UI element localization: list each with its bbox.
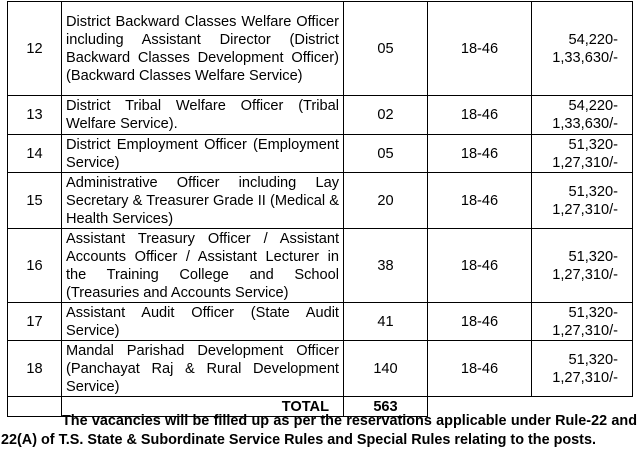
pay-scale-start: 54,220-	[568, 98, 618, 114]
table-row	[8, 229, 633, 303]
serial-number-cell: 18	[8, 341, 62, 397]
pay-scale-end: 1,27,310/-	[552, 322, 618, 339]
pay-scale-end: 1,27,310/-	[552, 266, 618, 283]
post-name-cell: District Tribal Welfare Officer (Tribal Welfare Service).	[62, 96, 344, 135]
age-limit-cell: 18-46	[428, 135, 532, 173]
post-name-cell: Administrative Officer including Lay Secretary & Treasurer Grade II (Medical & Health Services)	[62, 173, 344, 229]
pay-scale-cell	[532, 135, 633, 173]
table-row	[8, 2, 633, 96]
table-row	[8, 96, 633, 135]
post-name-cell: District Backward Classes Welfare Officer including Assistant Director (District Backward Classes Development Officer) (Backward Classes Welfare Service)	[62, 2, 344, 96]
table-row	[8, 341, 633, 397]
age-limit-cell: 18-46	[428, 173, 532, 229]
age-limit-cell: 18-46	[428, 2, 532, 96]
table-row	[8, 135, 633, 173]
age-limit-cell: 18-46	[428, 303, 532, 341]
vacancies-cell: 38	[344, 229, 428, 303]
post-name-cell: Assistant Treasury Officer / Assistant Accounts Officer / Assistant Lecturer in the Training College and School (Treasuries and Accounts Service)	[62, 229, 344, 303]
pay-scale-cell	[532, 2, 633, 96]
age-limit-cell: 18-46	[428, 229, 532, 303]
total-label: TOTAL	[62, 397, 344, 417]
pay-scale-cell	[532, 229, 633, 303]
pay-scale-start: 51,320-	[568, 248, 618, 265]
pay-scale-end: 1,27,310/-	[552, 201, 618, 218]
post-name-cell: Assistant Audit Officer (State Audit Service)	[62, 303, 344, 341]
post-name-cell: Mandal Parishad Development Officer (Panchayat Raj & Rural Development Service)	[62, 341, 344, 397]
serial-number-cell: 16	[8, 229, 62, 303]
pay-scale-end: 1,27,310/-	[552, 154, 618, 171]
serial-number-cell: 13	[8, 96, 62, 135]
serial-number-cell: 12	[8, 2, 62, 96]
reservation-note: The vacancies will be filled up as per the reservations applicable under Rule-22 and 22(A) of T.S. State & Subordinate Service Rules and Special Rules relating to the posts.	[1, 413, 637, 448]
age-limit-cell: 18-46	[428, 96, 532, 135]
pay-scale-end: 1,33,630/-	[552, 116, 618, 132]
serial-number-cell: 15	[8, 173, 62, 229]
serial-number-cell: 17	[8, 303, 62, 341]
vacancies-cell: 05	[344, 135, 428, 173]
total-value: 563	[344, 397, 428, 417]
pay-scale-start: 51,320-	[568, 136, 618, 153]
serial-number-cell: 14	[8, 135, 62, 173]
pay-scale-start: 54,220-	[568, 31, 618, 48]
vacancies-cell: 02	[344, 96, 428, 135]
age-limit-cell: 18-46	[428, 341, 532, 397]
vacancies-cell: 05	[344, 2, 428, 96]
pay-scale-cell	[532, 341, 633, 397]
table-row	[8, 173, 633, 229]
pay-scale-cell	[532, 96, 633, 135]
pay-scale-start: 51,320-	[568, 183, 618, 200]
pay-scale-start: 51,320-	[568, 351, 618, 368]
vacancies-cell: 140	[344, 341, 428, 397]
pay-scale-start: 51,320-	[568, 304, 618, 321]
vacancy-table	[7, 1, 633, 417]
post-name-cell: District Employment Officer (Employment Service)	[62, 135, 344, 173]
pay-scale-cell	[532, 173, 633, 229]
vacancies-cell: 41	[344, 303, 428, 341]
table-row	[8, 303, 633, 341]
pay-scale-end: 1,27,310/-	[552, 369, 618, 386]
pay-scale-end: 1,33,630/-	[552, 49, 618, 66]
pay-scale-cell	[532, 303, 633, 341]
vacancies-cell: 20	[344, 173, 428, 229]
